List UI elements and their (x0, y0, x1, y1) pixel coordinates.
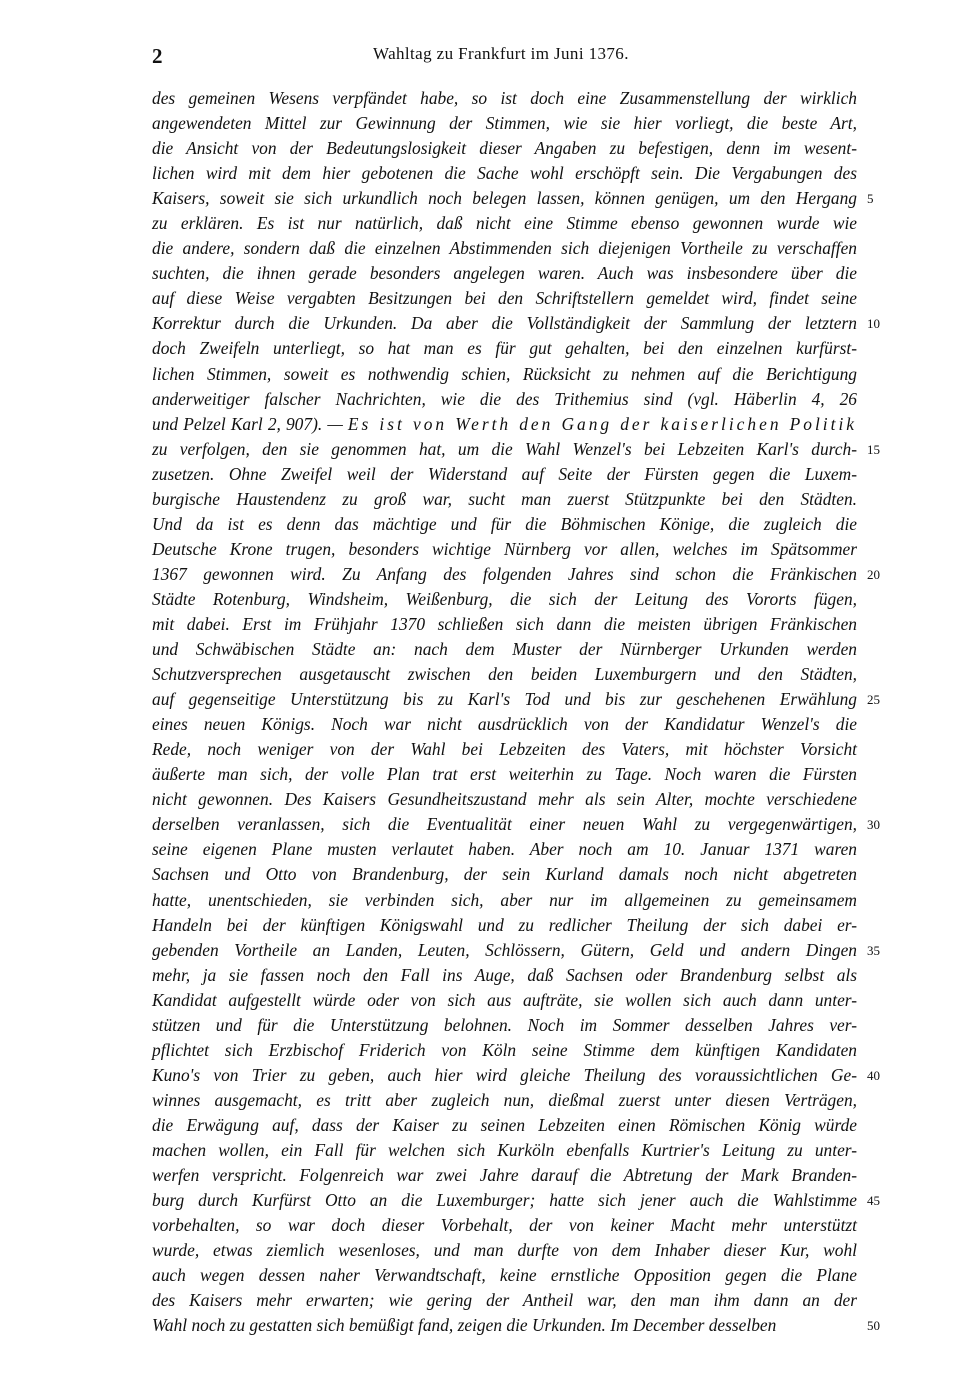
line-text: 1367 gewonnen wird. Zu Anfang des folgenden Jahres sind schon die Fränkischen (152, 563, 857, 584)
text-line (152, 662, 857, 687)
text-line (152, 1163, 857, 1188)
line-text: burg durch Kurfürst Otto an die Luxemburger; hatte sich jener auch die Wahlstimme (152, 1190, 857, 1211)
line-text: Städte Rotenburg, Windsheim, Weißenburg, die sich der Leitung des Vororts fügen, (152, 588, 857, 609)
text-line (152, 687, 880, 712)
text-line (152, 387, 857, 412)
line-text: auf gegenseitige Unterstützung bis zu Karl's Tod und bis zur geschehenen Erwählung (152, 689, 857, 710)
line-text: Wahl noch zu gestatten sich bemüßigt fand, zeigen die Urkunden. Im December desselben (152, 1315, 777, 1336)
text-line (152, 211, 857, 236)
text-line (152, 311, 880, 336)
line-text: zu erklären. Es ist nur natürlich, daß nicht eine Stimme ebenso gewonnen wurde wie (152, 213, 857, 234)
line-text: wurde, etwas ziemlich wesenloses, und man durfte von dem Inhaber dieser Kur, wohl (152, 1240, 857, 1261)
text-line (152, 236, 857, 261)
line-text: äußerte man sich, der volle Plan trat erst weiterhin zu Tage. Noch waren die Fürsten (152, 764, 857, 785)
line-number: 20 (867, 566, 880, 582)
line-number: 45 (867, 1193, 880, 1209)
page-number: 2 (152, 44, 163, 68)
text-line (152, 862, 857, 887)
line-text: nicht gewonnen. Des Kaisers Gesundheitszustand mehr als sein Alter, mochte verschiedene (152, 789, 857, 810)
line-number: 15 (867, 441, 880, 457)
line-text: Deutsche Krone trugen, besonders wichtige Nürnberg vor allen, welches im Spätsommer (152, 538, 857, 559)
text-line (152, 1138, 857, 1163)
line-number: 25 (867, 692, 880, 708)
text-line (152, 1213, 857, 1238)
line-text: lichen wird mit dem hier gebotenen die Sache wohl erschöpft sein. Die Vergabungen des (152, 163, 857, 184)
line-text: suchten, die ihnen gerade besonders angelegen waren. Auch was insbesondere über die (152, 263, 857, 284)
page-header (0, 40, 960, 70)
line-text: Kuno's von Trier zu geben, auch hier wird gleiche Theilung des voraussichtlichen Ge- (152, 1064, 857, 1085)
text-line (152, 737, 857, 762)
line-number: 10 (867, 316, 880, 332)
line-text: Und da ist es denn das mächtige und für die Böhmischen Könige, die zugleich die (152, 513, 857, 534)
text-line (152, 362, 857, 387)
text-line (152, 787, 857, 812)
line-text: Rede, noch weniger von der Wahl bei Lebzeiten des Vaters, mit höchster Vorsicht (152, 739, 857, 760)
body-text (152, 86, 880, 1338)
line-text: stützen und für die Unterstützung belohnen. Noch im Sommer desselben Jahres ver- (152, 1014, 857, 1035)
line-number: 50 (867, 1318, 880, 1334)
text-line (152, 587, 857, 612)
line-text: vorbehalten, so war doch dieser Vorbehalt, der von keiner Macht mehr unterstützt (152, 1215, 857, 1236)
text-line (152, 1288, 857, 1313)
text-line (152, 762, 857, 787)
text-line (152, 1263, 857, 1288)
line-text: anderweitiger falscher Nachrichten, wie die des Trithemius sind (vgl. Häberlin 4, 26 (152, 388, 857, 409)
line-text: die andere, sondern daß die einzelnen Abstimmenden sich diejenigen Vortheile zu verschaffen (152, 238, 857, 259)
text-line (152, 136, 857, 161)
text-line (152, 1063, 880, 1088)
line-number: 35 (867, 942, 880, 958)
line-text: angewendeten Mittel zur Gewinnung der Stimmen, wie sie hier vorliegt, die beste Art, (152, 113, 857, 134)
text-line (152, 261, 857, 286)
line-text: und Schwäbischen Städte an: nach dem Muster der Nürnberger Urkunden werden (152, 639, 857, 660)
text-line (152, 336, 857, 361)
text-line (152, 988, 857, 1013)
text-line (152, 1088, 857, 1113)
line-text: Kandidat aufgestellt würde oder von sich aus aufträte, sie wollen sich auch dann unter- (152, 989, 857, 1010)
text-line (152, 437, 880, 462)
text-line (152, 1238, 857, 1263)
text-line (152, 562, 880, 587)
text-line (152, 612, 857, 637)
text-line (152, 186, 874, 211)
line-text: des gemeinen Wesens verpfändet habe, so ist doch eine Zusammenstellung der wirklich (152, 88, 857, 108)
line-number: 40 (867, 1067, 880, 1083)
line-text: und Pelzel Karl 2, 907). — (152, 413, 348, 434)
text-line (152, 86, 857, 111)
line-text: gebenden Vortheile an Landen, Leuten, Schlössern, Gütern, Geld und andern Dingen (152, 939, 857, 960)
line-number: 5 (867, 191, 874, 207)
line-text: derselben veranlassen, sich die Eventualität einer neuen Wahl zu vergegenwärtigen, (152, 814, 857, 835)
line-number: 30 (867, 817, 880, 833)
line-text: seine eigenen Plane musten verlautet haben. Aber noch am 10. Januar 1371 waren (152, 839, 857, 860)
text-line (152, 462, 857, 487)
text-line (152, 1038, 857, 1063)
line-text: Kaisers, soweit sie sich urkundlich noch belegen lassen, können genügen, um den Hergang (152, 188, 857, 209)
text-line (152, 1313, 880, 1338)
spaced-text: Es ist von Werth den Gang der kaiserlichen Politik (347, 413, 857, 434)
text-line (152, 812, 880, 837)
line-text: auch wegen dessen naher Verwandtschaft, keine ernstliche Opposition gegen die Plane (152, 1265, 857, 1286)
line-text: machen wollen, ein Fall für welchen sich Kurköln ebenfalls Kurtrier's Leitung zu unter- (152, 1139, 857, 1160)
line-text: lichen Stimmen, soweit es nothwendig schien, Rücksicht zu nehmen auf die Berichtigung (152, 363, 857, 384)
text-line (152, 637, 857, 662)
text-line (152, 888, 857, 913)
text-line (152, 537, 857, 562)
running-title: Wahltag zu Frankfurt im Juni 1376. (373, 44, 629, 63)
line-text: pflichtet sich Erzbischof Friderich von Köln seine Stimme dem künftigen Kandidaten (152, 1039, 857, 1060)
line-text: Sachsen und Otto von Brandenburg, der sein Kurland damals noch nicht abgetreten (152, 864, 857, 885)
line-text: des Kaisers mehr erwarten; wie gering der Antheil war, den man ihm dann an der (152, 1290, 857, 1311)
text-line (152, 111, 857, 136)
line-text: zu verfolgen, den sie genommen hat, um die Wahl Wenzel's bei Lebzeiten Karl's durch- (152, 438, 857, 459)
line-text: burgische Haustendenz zu groß war, sucht man zuerst Stützpunkte bei den Städten. (152, 488, 857, 509)
text-line (152, 487, 857, 512)
line-text: mit dabei. Erst im Frühjahr 1370 schließen sich dann die meisten übrigen Fränkischen (152, 613, 857, 634)
text-line (152, 938, 880, 963)
text-line (152, 963, 857, 988)
line-text: doch Zweifeln unterliegt, so hat man es für gut gehalten, bei den einzelnen kurfürst- (152, 338, 857, 359)
line-text: die Erwägung auf, dass der Kaiser zu seinen Lebzeiten einen Römischen König würde (152, 1114, 857, 1135)
text-line (152, 837, 857, 862)
text-line (152, 913, 857, 938)
line-text: mehr, ja sie fassen noch den Fall ins Auge, daß Sachsen oder Brandenburg selbst als (152, 964, 857, 985)
text-line (152, 286, 857, 311)
line-text: Korrektur durch die Urkunden. Da aber die Vollständigkeit der Sammlung der letztern (152, 313, 857, 334)
line-text: auf diese Weise vergabten Besitzungen bei den Schriftstellern gemeldet wird, findet seine (152, 288, 857, 309)
line-text: hatte, unentschieden, sie verbinden sich, aber nur im allgemeinen zu gemeinsamem (152, 889, 857, 910)
line-text: zusetzen. Ohne Zweifel weil der Widerstand auf Seite der Fürsten gegen die Luxem- (152, 463, 857, 484)
text-line (152, 1113, 857, 1138)
line-text: Schutzversprechen ausgetauscht zwischen den beiden Luxemburgern und den Städten, (152, 664, 857, 685)
text-line (152, 412, 857, 437)
line-text: eines neuen Königs. Noch war nicht ausdrücklich von der Kandidatur Wenzel's die (152, 714, 857, 735)
line-text: die Ansicht von der Bedeutungslosigkeit dieser Angaben zu befestigen, denn im wesent- (152, 138, 857, 159)
line-text: Handeln bei der künftigen Königswahl und zu redlicher Theilung der sich dabei er- (152, 914, 857, 935)
text-line (152, 712, 857, 737)
text-line (152, 1188, 880, 1213)
text-line (152, 161, 857, 186)
text-line (152, 512, 857, 537)
text-line (152, 1013, 857, 1038)
line-text: winnes ausgemacht, es tritt aber zugleich nun, dießmal zuerst unter diesen Verträgen, (152, 1089, 857, 1110)
line-text: werfen verspricht. Folgenreich war zwei Jahre darauf die Abtretung der Mark Branden- (152, 1165, 857, 1186)
